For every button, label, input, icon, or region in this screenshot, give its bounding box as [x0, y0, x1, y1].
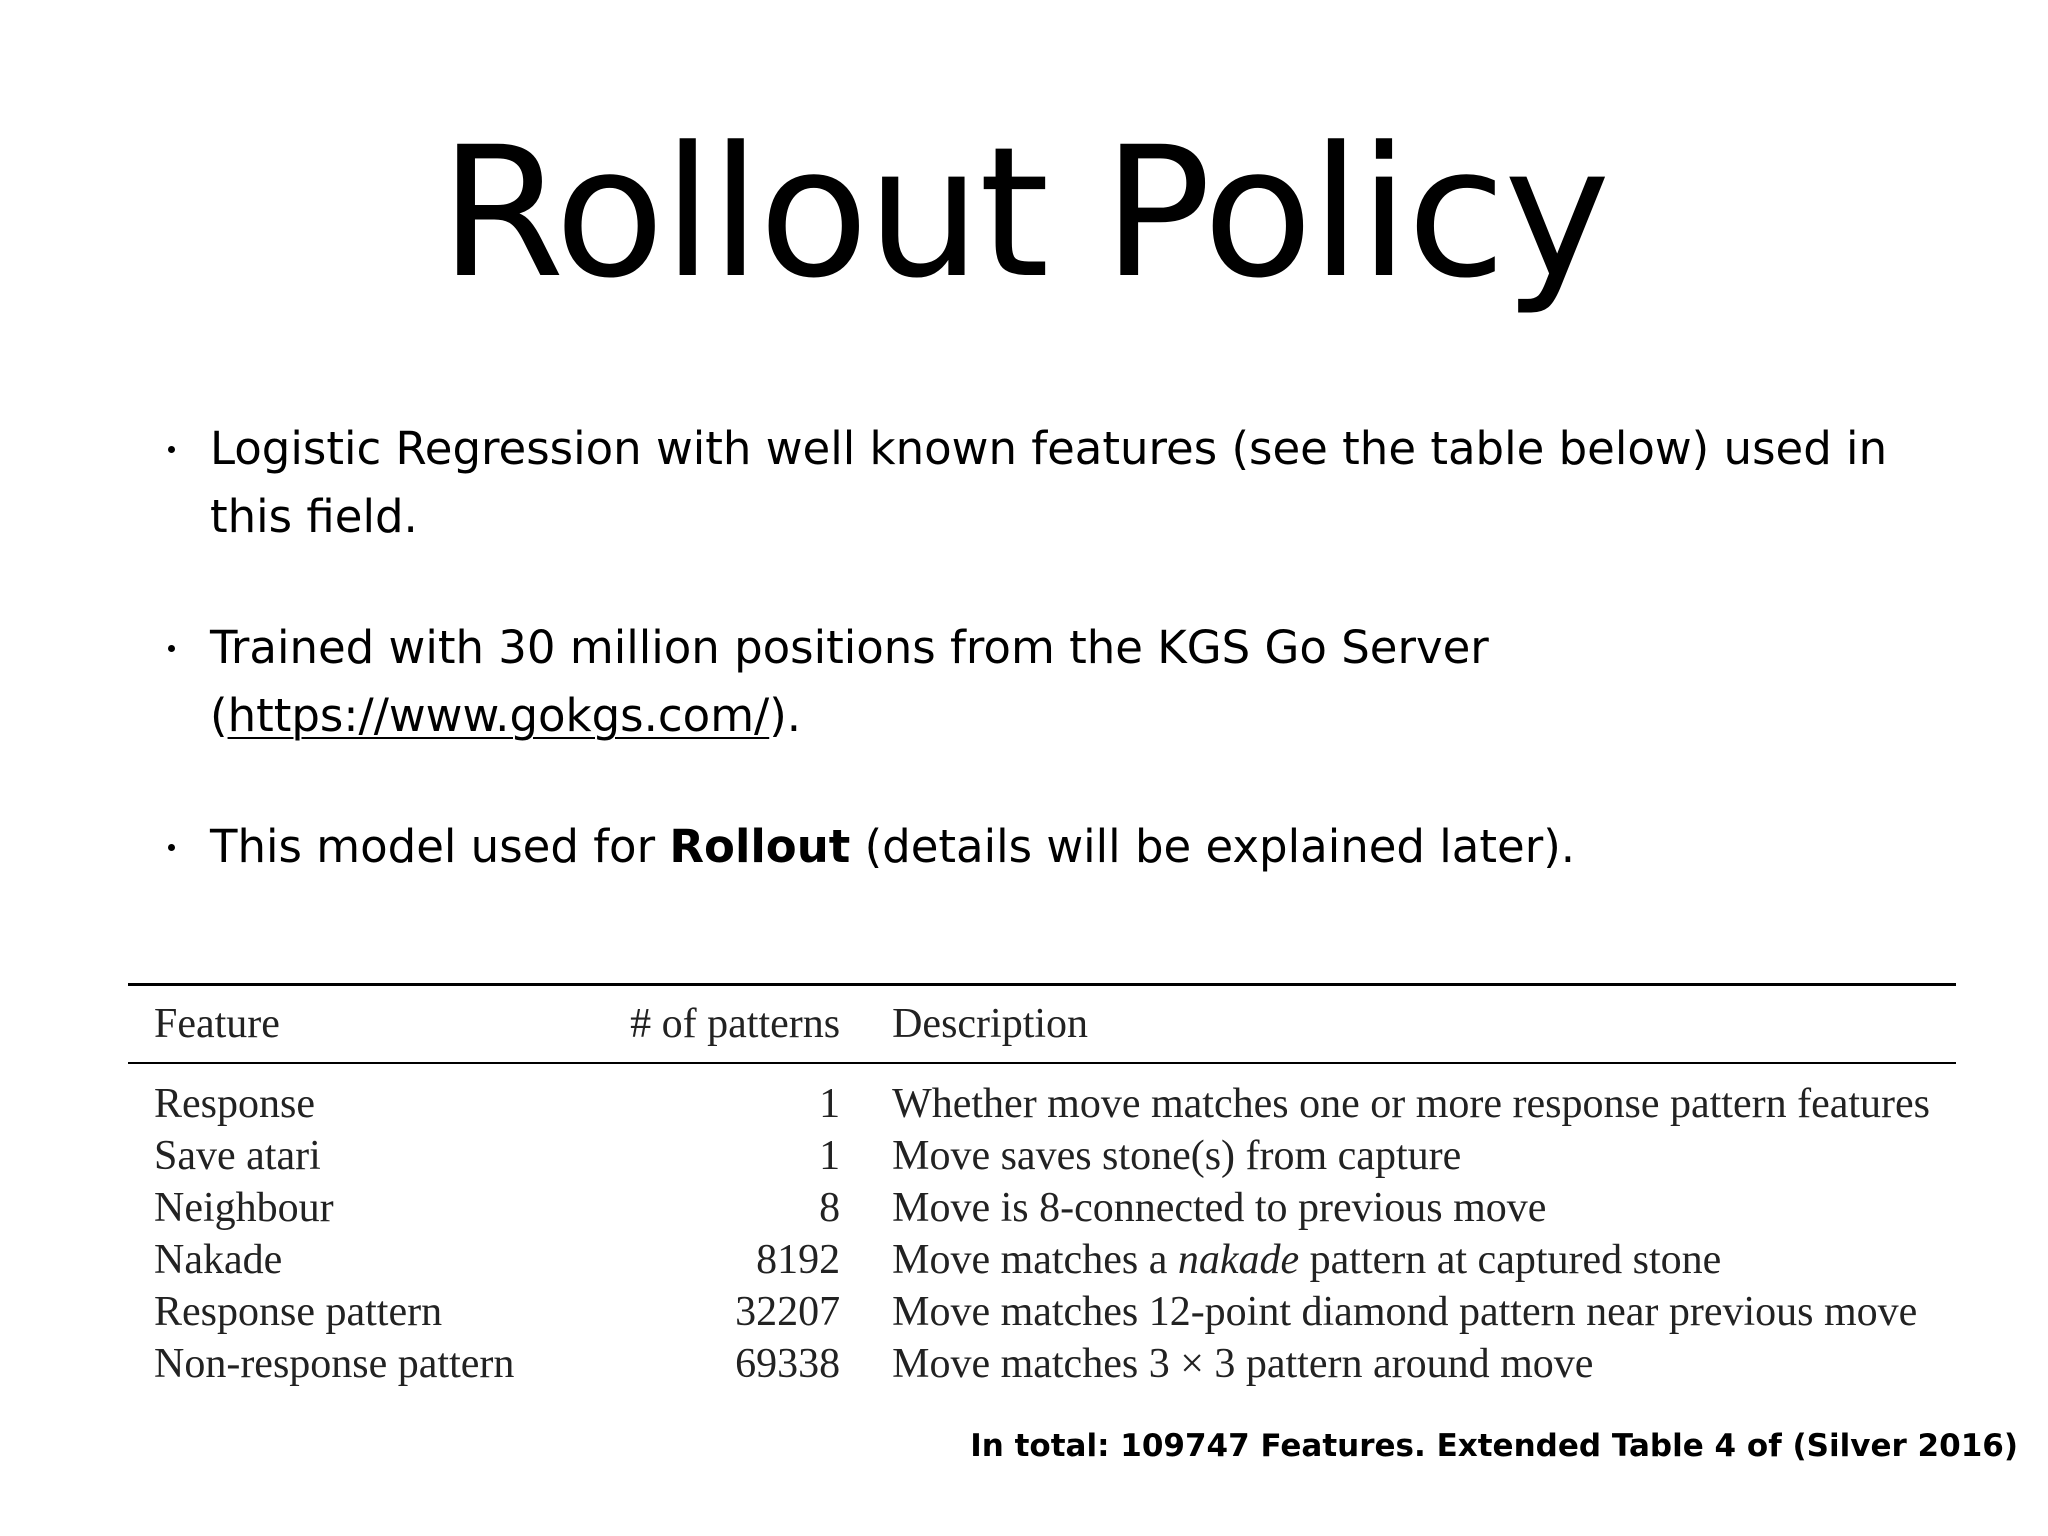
- features-table: [128, 983, 1956, 1390]
- description-text: Whether move matches one or more response pattern features: [892, 1081, 1930, 1127]
- bullet-text-bold: Rollout: [669, 820, 851, 873]
- bullet-item: [160, 415, 1920, 551]
- cell-count: 69338: [735, 1341, 841, 1387]
- cell-description: [866, 1286, 1956, 1338]
- description-text: Move matches 3 × 3 pattern around move: [892, 1341, 1594, 1387]
- cell-count: 1: [819, 1081, 841, 1127]
- cell-count: 8: [819, 1185, 841, 1231]
- table-body: [128, 1063, 1956, 1390]
- description-italic: nakade: [1177, 1237, 1300, 1283]
- bullet-dot-icon: [168, 844, 175, 851]
- cell-feature: Response: [154, 1081, 315, 1127]
- cell-feature: Save atari: [154, 1133, 321, 1179]
- cell-description: [866, 1338, 1956, 1390]
- description-text: Move matches 12-point diamond pattern near previous move: [892, 1289, 1918, 1335]
- cell-description: [866, 1130, 1956, 1182]
- kgs-link[interactable]: https://www.gokgs.com/: [227, 689, 770, 742]
- bullet-dot-icon: [168, 645, 175, 652]
- bullet-item: [160, 614, 1920, 750]
- bullet-list: [160, 415, 1920, 944]
- bullet-text-suffix: (details will be explained later).: [850, 820, 1576, 873]
- table-header-row: [128, 985, 1956, 1064]
- table-row: [128, 1234, 1956, 1286]
- cell-description: [866, 1063, 1956, 1130]
- description-text: Move is 8-connected to previous move: [892, 1185, 1547, 1231]
- bullet-text: Logistic Regression with well known features (see the table below) used in this field.: [210, 422, 1888, 543]
- table-row: [128, 1130, 1956, 1182]
- cell-count: 1: [819, 1133, 841, 1179]
- cell-count: 8192: [756, 1237, 841, 1283]
- cell-count: 32207: [735, 1289, 841, 1335]
- cell-description: [866, 1234, 1956, 1286]
- description-text: Move saves stone(s) from capture: [892, 1133, 1462, 1179]
- table-row: [128, 1286, 1956, 1338]
- cell-feature: Response pattern: [154, 1289, 443, 1335]
- cell-feature: Nakade: [154, 1237, 283, 1283]
- slide-title: Rollout Policy: [439, 109, 1609, 318]
- table-row: [128, 1063, 1956, 1130]
- header-description: Description: [866, 985, 1956, 1064]
- table-row: [128, 1338, 1956, 1390]
- bullet-item: [160, 813, 1920, 881]
- cell-feature: Neighbour: [154, 1185, 334, 1231]
- table-row: [128, 1182, 1956, 1234]
- bullet-text-prefix: This model used for: [210, 820, 670, 873]
- description-text: Move matches a: [892, 1237, 1178, 1283]
- cell-feature: Non-response pattern: [154, 1341, 515, 1387]
- description-text-post: pattern at captured stone: [1299, 1237, 1722, 1283]
- header-feature: Feature: [128, 985, 598, 1064]
- features-table-container: [128, 983, 1956, 1390]
- table-caption: In total: 109747 Features. Extended Table 4 of (Silver 2016): [970, 1428, 2018, 1464]
- bullet-text-suffix: ).: [769, 689, 802, 742]
- cell-description: [866, 1182, 1956, 1234]
- bullet-text-prefix: Trained with 30 million positions from the KGS Go Server (: [210, 621, 1489, 742]
- bullet-dot-icon: [168, 446, 175, 453]
- header-count: # of patterns: [598, 985, 867, 1064]
